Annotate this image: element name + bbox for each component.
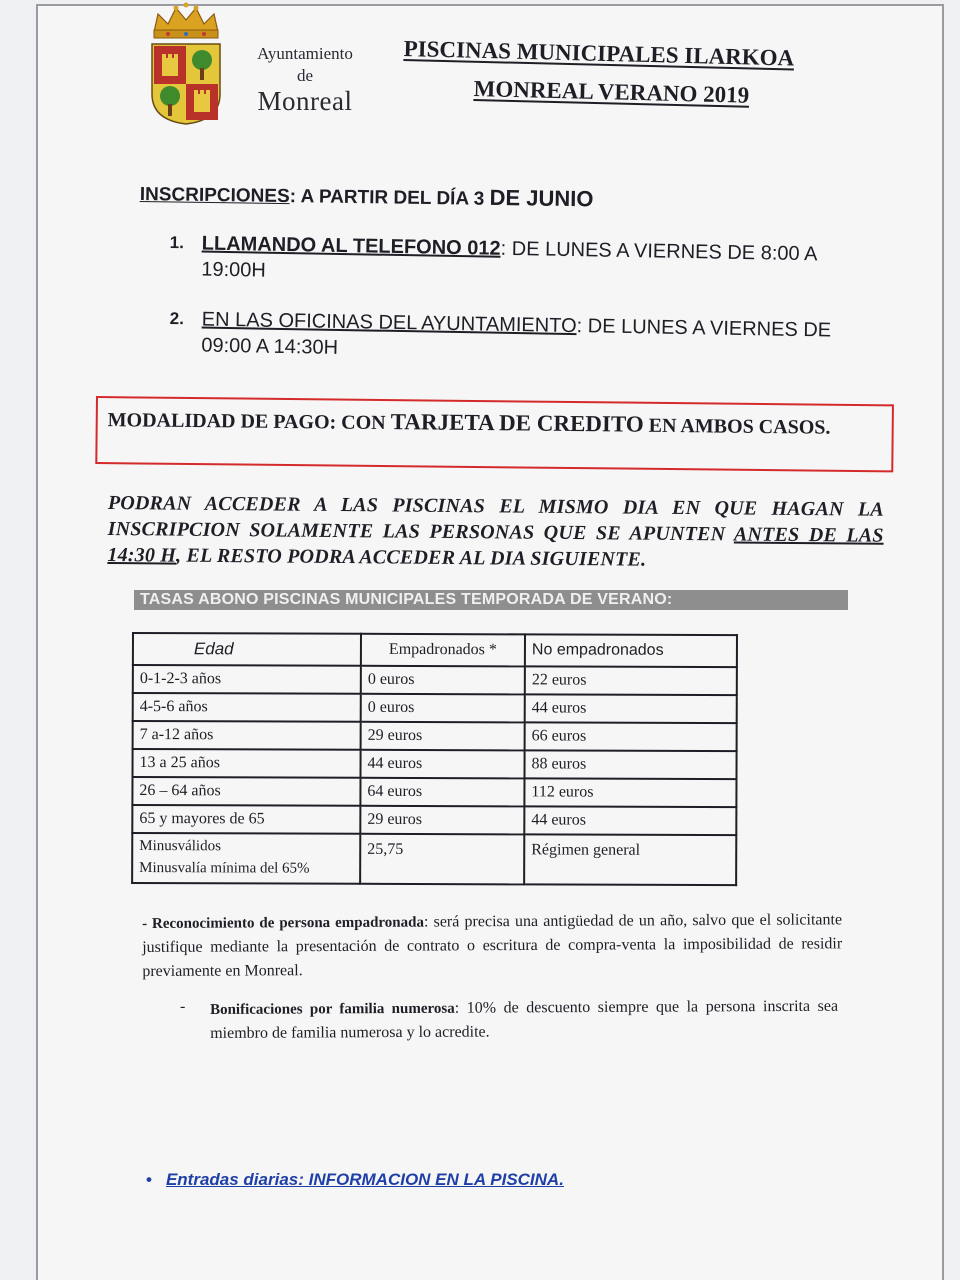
cell-age: 0-1-2-3 años xyxy=(133,665,361,694)
daily-tickets-text: Entradas diarias: INFORMACION EN LA PISCINA. xyxy=(165,1170,564,1189)
cell-age: 13 a 25 años xyxy=(132,749,360,778)
note-1-text: : será precisa una antigüedad de un año, salvo que el solicitante justifique mediante la presentación de contrato o escritura de compra-venta la imposibilidad de residir previamente en Monreal. xyxy=(142,911,843,980)
table-row xyxy=(133,693,737,723)
cell-registered: 25,75 xyxy=(360,834,524,885)
header-not-registered: No empadronados xyxy=(525,634,737,667)
rates-heading: TASAS ABONO PISCINAS MUNICIPALES TEMPORADA DE VERANO: xyxy=(134,590,848,610)
cell-not-registered: 44 euros xyxy=(525,694,737,723)
cell-age-line-2: Minusvalía mínima del 65% xyxy=(139,860,310,877)
registration-option xyxy=(169,306,860,378)
document-title-line-1: PISCINAS MUNICIPALES ILARKOA xyxy=(403,36,795,71)
note-2-dash: - xyxy=(180,998,186,1015)
cell-registered: 29 euros xyxy=(360,806,524,835)
table-row xyxy=(132,777,736,807)
inscripciones-label: INSCRIPCIONES xyxy=(139,183,290,208)
org-line-2: de xyxy=(296,66,314,85)
access-notice xyxy=(107,490,884,575)
daily-tickets-info xyxy=(146,1170,564,1190)
cell-not-registered: 66 euros xyxy=(525,722,737,751)
table-row xyxy=(132,749,736,779)
cell-age-line-1: Minusválidos xyxy=(139,838,221,855)
option-text xyxy=(201,231,850,294)
option-number: 2. xyxy=(169,308,185,329)
table-row xyxy=(132,805,736,835)
cell-age: 65 y mayores de 65 xyxy=(132,805,360,834)
option-number: 1. xyxy=(169,232,185,253)
table-row xyxy=(132,833,736,885)
cell-not-registered: 22 euros xyxy=(525,666,737,695)
payment-method: TARJETA DE CREDITO xyxy=(390,409,644,437)
coat-of-arms-icon xyxy=(148,2,224,126)
payment-method-box xyxy=(95,396,894,472)
cell-not-registered: 88 euros xyxy=(524,750,736,779)
cell-age: 4-5-6 años xyxy=(133,693,361,722)
table-row xyxy=(133,721,737,751)
cell-registered: 29 euros xyxy=(361,722,525,751)
document-title-line-2: MONREAL VERANO 2019 xyxy=(473,76,750,108)
inscripciones-text: : A PARTIR DEL DÍA 3 xyxy=(289,186,490,210)
cell-registered: 0 euros xyxy=(361,694,525,723)
cell-age xyxy=(132,833,360,884)
option-text xyxy=(201,307,850,370)
org-line-1: Ayuntamiento xyxy=(257,44,353,63)
cell-registered: 64 euros xyxy=(360,778,524,807)
cell-not-registered: 112 euros xyxy=(524,778,736,807)
municipality-name xyxy=(240,44,370,117)
rates-table xyxy=(131,632,738,886)
access-suffix: , EL RESTO PODRA ACCEDER AL DIA SIGUIENTE. xyxy=(175,544,647,571)
note-2-text: : 10% de descuento siempre que la persona inscrita sea miembro de familia numerosa y lo acredite. xyxy=(210,997,839,1042)
table-header-row xyxy=(133,633,737,667)
payment-suffix: EN AMBOS CASOS. xyxy=(643,414,831,439)
cell-age: 26 – 64 años xyxy=(132,777,360,806)
option-highlight: LLAMANDO AL TELEFONO 012 xyxy=(201,232,501,260)
cell-age: 7 a-12 años xyxy=(133,721,361,750)
header-age: Edad xyxy=(133,633,361,666)
cell-registered: 44 euros xyxy=(360,750,524,779)
payment-prefix: MODALIDAD DE PAGO: CON xyxy=(107,409,391,435)
note-empadronada xyxy=(142,908,842,984)
header-registered: Empadronados * xyxy=(361,634,525,667)
cell-not-registered: Régimen general xyxy=(524,834,736,885)
access-deadline: ANTES DE LAS 14:30 H xyxy=(107,523,884,567)
crown-icon xyxy=(154,3,218,39)
table-row xyxy=(133,665,737,695)
cell-not-registered: 44 euros xyxy=(524,806,736,835)
note-familia-numerosa xyxy=(210,995,838,1046)
inscripciones-date: DE JUNIO xyxy=(489,184,594,212)
option-highlight: EN LAS OFICINAS DEL AYUNTAMIENTO xyxy=(201,308,577,338)
org-line-3: Monreal xyxy=(257,86,353,116)
bullet-icon: • xyxy=(146,1170,152,1189)
note-1-title: - Reconocimiento de persona empadronada xyxy=(142,914,425,932)
cell-registered: 0 euros xyxy=(361,666,525,695)
option-detail: : DE LUNES A VIERNES DE 8:00 A 19:00H xyxy=(201,237,817,282)
registration-option xyxy=(169,230,860,302)
option-detail: : DE LUNES A VIERNES DE 09:00 A 14:30H xyxy=(201,315,832,359)
note-2-title: Bonificaciones por familia numerosa xyxy=(210,1000,455,1018)
access-text: PODRAN ACCEDER A LAS PISCINAS EL MISMO DIA EN QUE HAGAN LA INSCRIPCION SOLAMENTE LAS PERSONAS QUE SE APUNTEN xyxy=(107,491,884,546)
